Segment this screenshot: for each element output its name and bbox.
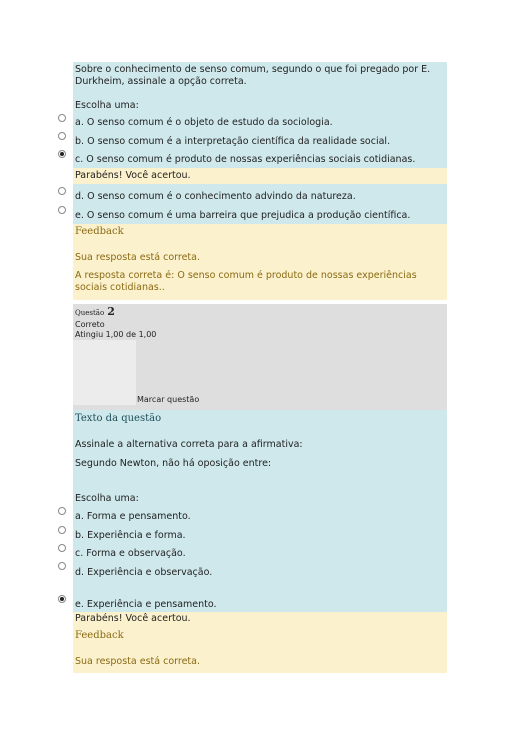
q2-number-label: Questão	[75, 309, 105, 317]
q1-feedback-answer: A resposta correta é: O senso comum é produto de nossas experiências sociais cotidianas..	[75, 270, 417, 293]
q2-flag-label[interactable]: Marcar questão	[137, 395, 200, 404]
q2-option-e[interactable]: e. Experiência e pensamento.	[75, 599, 217, 610]
q2-option-e-radio[interactable]	[58, 595, 66, 603]
q1-option-d-radio[interactable]	[58, 187, 66, 195]
q1-option-e-radio[interactable]	[58, 206, 66, 214]
q1-feedback-status: Sua resposta está correta.	[75, 252, 200, 263]
q1-option-a-radio[interactable]	[58, 114, 66, 122]
q1-option-c-radio[interactable]	[58, 150, 66, 158]
q2-statement: Segundo Newton, não há oposição entre:	[75, 458, 272, 469]
q2-flag-box	[73, 340, 136, 405]
q2-text-title: Texto da questão	[75, 413, 162, 424]
q2-feedback-title: Feedback	[75, 630, 124, 641]
q2-option-d-radio[interactable]	[58, 562, 66, 570]
q1-choose-label: Escolha uma:	[75, 100, 139, 111]
q2-inline-feedback: Parabéns! Você acertou.	[75, 613, 191, 624]
radio-selected-dot	[60, 597, 64, 601]
q2-option-b[interactable]: b. Experiência e forma.	[75, 530, 186, 541]
q1-option-b[interactable]: b. O senso comum é a interpretação científica da realidade social.	[75, 136, 391, 147]
q2-option-c-radio[interactable]	[58, 544, 66, 552]
q1-inline-feedback: Parabéns! Você acertou.	[75, 170, 191, 181]
q2-number-value: 2	[107, 305, 115, 318]
q1-feedback-title: Feedback	[75, 226, 124, 237]
q1-option-b-radio[interactable]	[58, 132, 66, 140]
q2-option-d[interactable]: d. Experiência e observação.	[75, 567, 213, 578]
q2-choose-label: Escolha uma:	[75, 493, 139, 504]
q2-state: Correto	[75, 320, 105, 329]
radio-selected-dot	[60, 152, 64, 156]
q2-number	[75, 306, 115, 319]
q1-option-e[interactable]: e. O senso comum é uma barreira que prejudica a produção científica.	[75, 210, 411, 221]
q2-option-c[interactable]: c. Forma e observação.	[75, 548, 186, 559]
q1-option-d[interactable]: d. O senso comum é o conhecimento advindo da natureza.	[75, 191, 356, 202]
q1-option-a[interactable]: a. O senso comum é o objeto de estudo da sociologia.	[75, 117, 333, 128]
q1-option-c[interactable]: c. O senso comum é produto de nossas experiências sociais cotidianas.	[75, 154, 416, 165]
q2-feedback-status: Sua resposta está correta.	[75, 656, 200, 667]
q2-option-a-radio[interactable]	[58, 507, 66, 515]
q2-grade: Atingiu 1,00 de 1,00	[75, 330, 157, 339]
q2-option-b-radio[interactable]	[58, 526, 66, 534]
q1-prompt: Sobre o conhecimento de senso comum, segundo o que foi pregado por E. Durkheim, assinale a opção correta.	[75, 64, 431, 87]
q2-prompt: Assinale a alternativa correta para a afirmativa:	[75, 439, 303, 450]
q2-option-a[interactable]: a. Forma e pensamento.	[75, 511, 191, 522]
